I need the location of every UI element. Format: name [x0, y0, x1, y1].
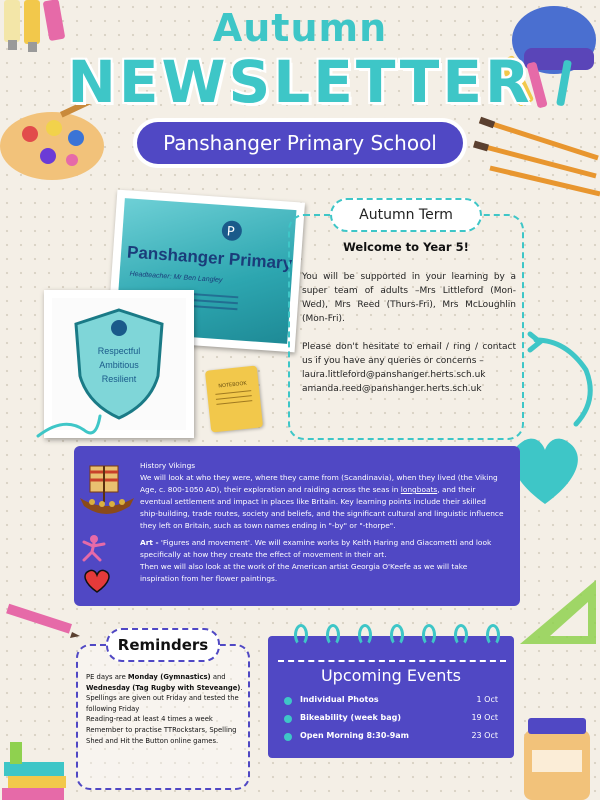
bullet-icon — [284, 715, 292, 723]
support-paragraph: You will be supported in your learning by a super team of adults –Mrs Littleford (Mon-Wed), Mrs Reed (Thurs-Fri), Mrs McLoughlin (Mon-Fri). — [302, 272, 516, 324]
events-title: Upcoming Events — [320, 666, 462, 685]
notebook-label: NOTEBOOK — [218, 380, 247, 390]
spiral-ring-icon — [326, 624, 340, 646]
longboats-link[interactable]: longboats — [400, 485, 438, 494]
event-name: Open Morning 8:30-9am — [300, 731, 409, 740]
crest-value-1: Respectful — [97, 346, 141, 356]
red-heart-icon — [82, 568, 112, 594]
art-text-a: 'Figures and movement'. We will examine works by Keith Haring and Giacometti and look specifically at how they create the effect of movement in their art. — [140, 538, 492, 559]
event-item — [284, 694, 498, 708]
bullet-icon — [284, 733, 292, 741]
email-link-littleford[interactable]: laura.littleford@panshanger.herts.sch.uk — [302, 370, 486, 380]
event-item — [284, 712, 498, 726]
spiral-ring-icon — [294, 624, 308, 646]
email-link-reed[interactable]: amanda.reed@panshanger.herts.sch.uk — [302, 384, 482, 394]
event-date: 23 Oct — [471, 731, 498, 740]
crest-value-3: Resilient — [101, 374, 137, 384]
school-name-banner: Panshanger Primary School — [137, 122, 463, 164]
curriculum-text — [140, 460, 506, 590]
swirl-arrow-icon — [34, 386, 114, 446]
dancing-figure-icon — [80, 534, 106, 562]
event-date: 1 Oct — [476, 695, 498, 704]
events-divider — [278, 660, 506, 662]
svg-text:P: P — [226, 224, 236, 240]
online-games-item: Remember to practise TTRockstars, Spelling Shed and Hit the Button online games. — [86, 725, 237, 745]
title-newsletter: NEWSLETTER — [67, 48, 533, 116]
bullet-icon — [284, 697, 292, 705]
spiral-ring-icon — [422, 624, 436, 646]
event-name: Bikeability (week bag) — [300, 713, 402, 722]
autumn-term-label: Autumn Term — [330, 198, 482, 232]
set-square-icon — [510, 574, 600, 654]
notebook-icon — [205, 365, 263, 432]
spiral-ring-icon — [454, 624, 468, 646]
reading-item: Reading-read at least 4 times a week — [86, 715, 213, 724]
history-text-a: We will look at who they were, where they came from (Scandinavia), when they lived (the Viking Age, c. 800-1050 AD), their exploration and raiding across the seas in — [140, 473, 498, 494]
crest-value-2: Ambitious — [99, 360, 139, 370]
contact-paragraph: Please don't hesitate to email / ring / contact us if you have any queries or concerns – — [302, 342, 516, 366]
event-name: Individual Photos — [300, 695, 379, 704]
art-label: Art - — [140, 538, 159, 547]
curly-arrow-icon — [526, 320, 600, 430]
reminders-label: Reminders — [106, 628, 220, 662]
paint-palette-icon — [0, 104, 110, 184]
paintbrushes-icon — [470, 110, 600, 200]
sign-text: Panshanger Primary — [126, 242, 293, 273]
reminders-body — [86, 672, 244, 746]
history-title: History Vikings — [140, 461, 196, 470]
spellings-item: Spellings are given out Friday and tested the following Friday — [86, 694, 239, 713]
books-icon — [0, 738, 70, 800]
art-text-b: Then we will also look at the work of the American artist Georgia O'Keefe as we will take inspiration from her flower paintings. — [140, 562, 468, 583]
pencil-icon — [0, 600, 80, 640]
history-text-b: , and their eventual settlement and impact in places like Britain. Key learning points include their skilled ship-building, trade routes, society and beliefs, and the significant cultural and linguistic influence they left on Britain, such as town names ending in "-by" or "-thorpe". — [140, 485, 504, 530]
pe-days-item: PE days are Monday (Gymnastics) and Wednesday (Tag Rugby with Steveange). — [86, 673, 243, 692]
viking-longboat-icon — [78, 462, 136, 524]
event-date: 19 Oct — [471, 713, 498, 722]
title-autumn: Autumn — [212, 6, 388, 50]
spiral-ring-icon — [358, 624, 372, 646]
glue-jar-icon — [514, 700, 600, 800]
school-logo-icon — [220, 219, 243, 242]
event-item — [284, 730, 498, 744]
spiral-ring-icon — [390, 624, 404, 646]
autumn-term-body — [302, 270, 516, 396]
sign-subtext: Headteacher: Mr Ben Langley — [129, 270, 223, 285]
welcome-heading: Welcome to Year 5! — [343, 240, 469, 254]
spiral-ring-icon — [486, 624, 500, 646]
